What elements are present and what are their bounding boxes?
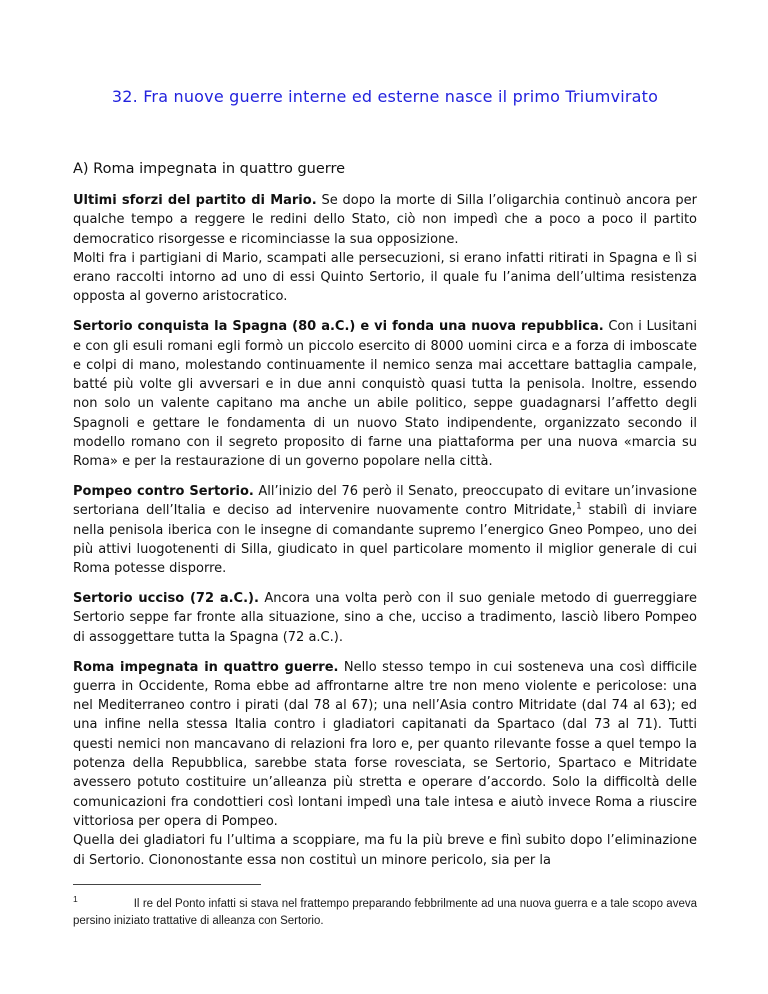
footnote-number: 1	[73, 894, 78, 904]
paragraph	[73, 658, 697, 870]
footnote-ref: 1	[575, 502, 582, 513]
paragraph-text: Quella dei gladiatori fu l’ultima a scoppiare, ma fu la più breve e finì subito dopo l’eliminazione di Sertorio. Ciononostante essa non costituì un minore pericolo, sia per la	[73, 833, 697, 868]
body-paragraphs	[73, 191, 697, 870]
paragraph-lead: Ultimi sforzi del partito di Mario.	[73, 193, 317, 208]
section-heading: A) Roma impegnata in quattro guerre	[73, 161, 346, 177]
paragraph	[73, 317, 697, 471]
paragraph-text: stabilì di inviare nella penisola iberica con le insegne di comandante supremo l’energico Gneo Pompeo, uno dei più attivi luogotenenti di Silla, giudicato in quel particolare momento il miglior generale di cui Roma potesse disporre.	[73, 503, 697, 577]
paragraph-lead: Roma impegnata in quattro guerre.	[73, 659, 339, 675]
page-title: 32. Fra nuove guerre interne ed esterne nasce il primo Triumvirato	[111, 87, 659, 106]
footnote-text: Il re del Ponto infatti si stava nel frattempo preparando febbrilmente ad una nuova guerra e a tale scopo aveva persino iniziato trattative di alleanza con Sertorio.	[73, 897, 697, 927]
footnote-divider	[73, 884, 261, 885]
paragraph-text: Ancora una volta però con il suo geniale metodo di guerreggiare Sertorio seppe far fronte alla situazione, sino a che, ucciso a tradimento, lasciò libero Pompeo di assoggettare tutta la Spagna (72 a.C.).	[73, 591, 697, 645]
paragraph	[73, 191, 697, 307]
paragraph-lead: Sertorio ucciso (72 a.C.).	[73, 591, 259, 607]
paragraph-text: Molti fra i partigiani di Mario, scampati alle persecuzioni, si erano infatti ritirati in Spagna e lì si erano raccolti intorno ad uno di essi Quinto Sertorio, il quale fu l’anima dell’ultima resistenza opposta al governo aristocratico.	[73, 250, 697, 305]
paragraph-text: Se dopo la morte di Silla l’oligarchia continuò ancora per qualche tempo a reggere le redini dello Stato, ciò non impedì che a poco a poco il partito democratico risorgesse e ricominciasse la sua opposizione.	[73, 193, 697, 247]
paragraph-lead: Sertorio conquista la Spagna (80 a.C.) e vi fonda una nuova repubblica.	[73, 319, 604, 335]
paragraph-text: Nello stesso tempo in cui sosteneva una così difficile guerra in Occidente, Roma ebbe ad affrontarne altre tre non meno violente e pericolose: una nel Mediterraneo contro i pirati (dal 78 al 67); una nell’Asia contro Mitridate (dal 74 al 63); ed una infine nella stessa Italia contro i gladiatori capitanati da Spartaco (dal 73 al 71). Tutti questi nemici non mancavano di relazioni fra loro e, per quanto rilevante fosse a quel tempo la potenza della Repubblica, sarebbe stata forse rovesciata, se Sertorio, Spartaco e Mitridate avessero potuto costituire un’alleanza più stretta e operare d’accordo. Solo la difficoltà delle comunicazioni fra condottieri così lontani impedì una tale intesa e aiutò invece Roma a riuscire vittoriosa per opera di Pompeo.	[73, 659, 698, 829]
paragraph-text: Con i Lusitani e con gli esuli romani egli formò un piccolo esercito di 8000 uomini circa e a forza di imboscate e colpi di mano, molestando continuamente il nemico senza mai accettare battaglia campale, batté più volte gli avversari e in due anni conquistò quasi tutta la penisola. Inoltre, essendo non solo un valente capitano ma anche un abile politico, seppe guadagnarsi l’affetto degli Spagnoli e gettare le fondamenta di un nuovo Stato indipendente, organizzato secondo il modello romano con il segreto proposito di farne una piattaforma per una nuova «marcia su Roma» e per la restaurazione di un governo popolare nella città.	[73, 319, 697, 470]
paragraph-text: All’inizio del 76 però il Senato, preoccupato di evitare un’invasione sertoriana dell’Italia e deciso ad intervenire nuovamente contro Mitridate,	[73, 484, 697, 519]
footnote-area	[73, 884, 697, 930]
document-page	[73, 0, 697, 880]
paragraph	[73, 482, 697, 578]
paragraph	[73, 589, 697, 647]
paragraph-lead: Pompeo contro Sertorio.	[73, 484, 254, 500]
footnote	[73, 891, 697, 930]
